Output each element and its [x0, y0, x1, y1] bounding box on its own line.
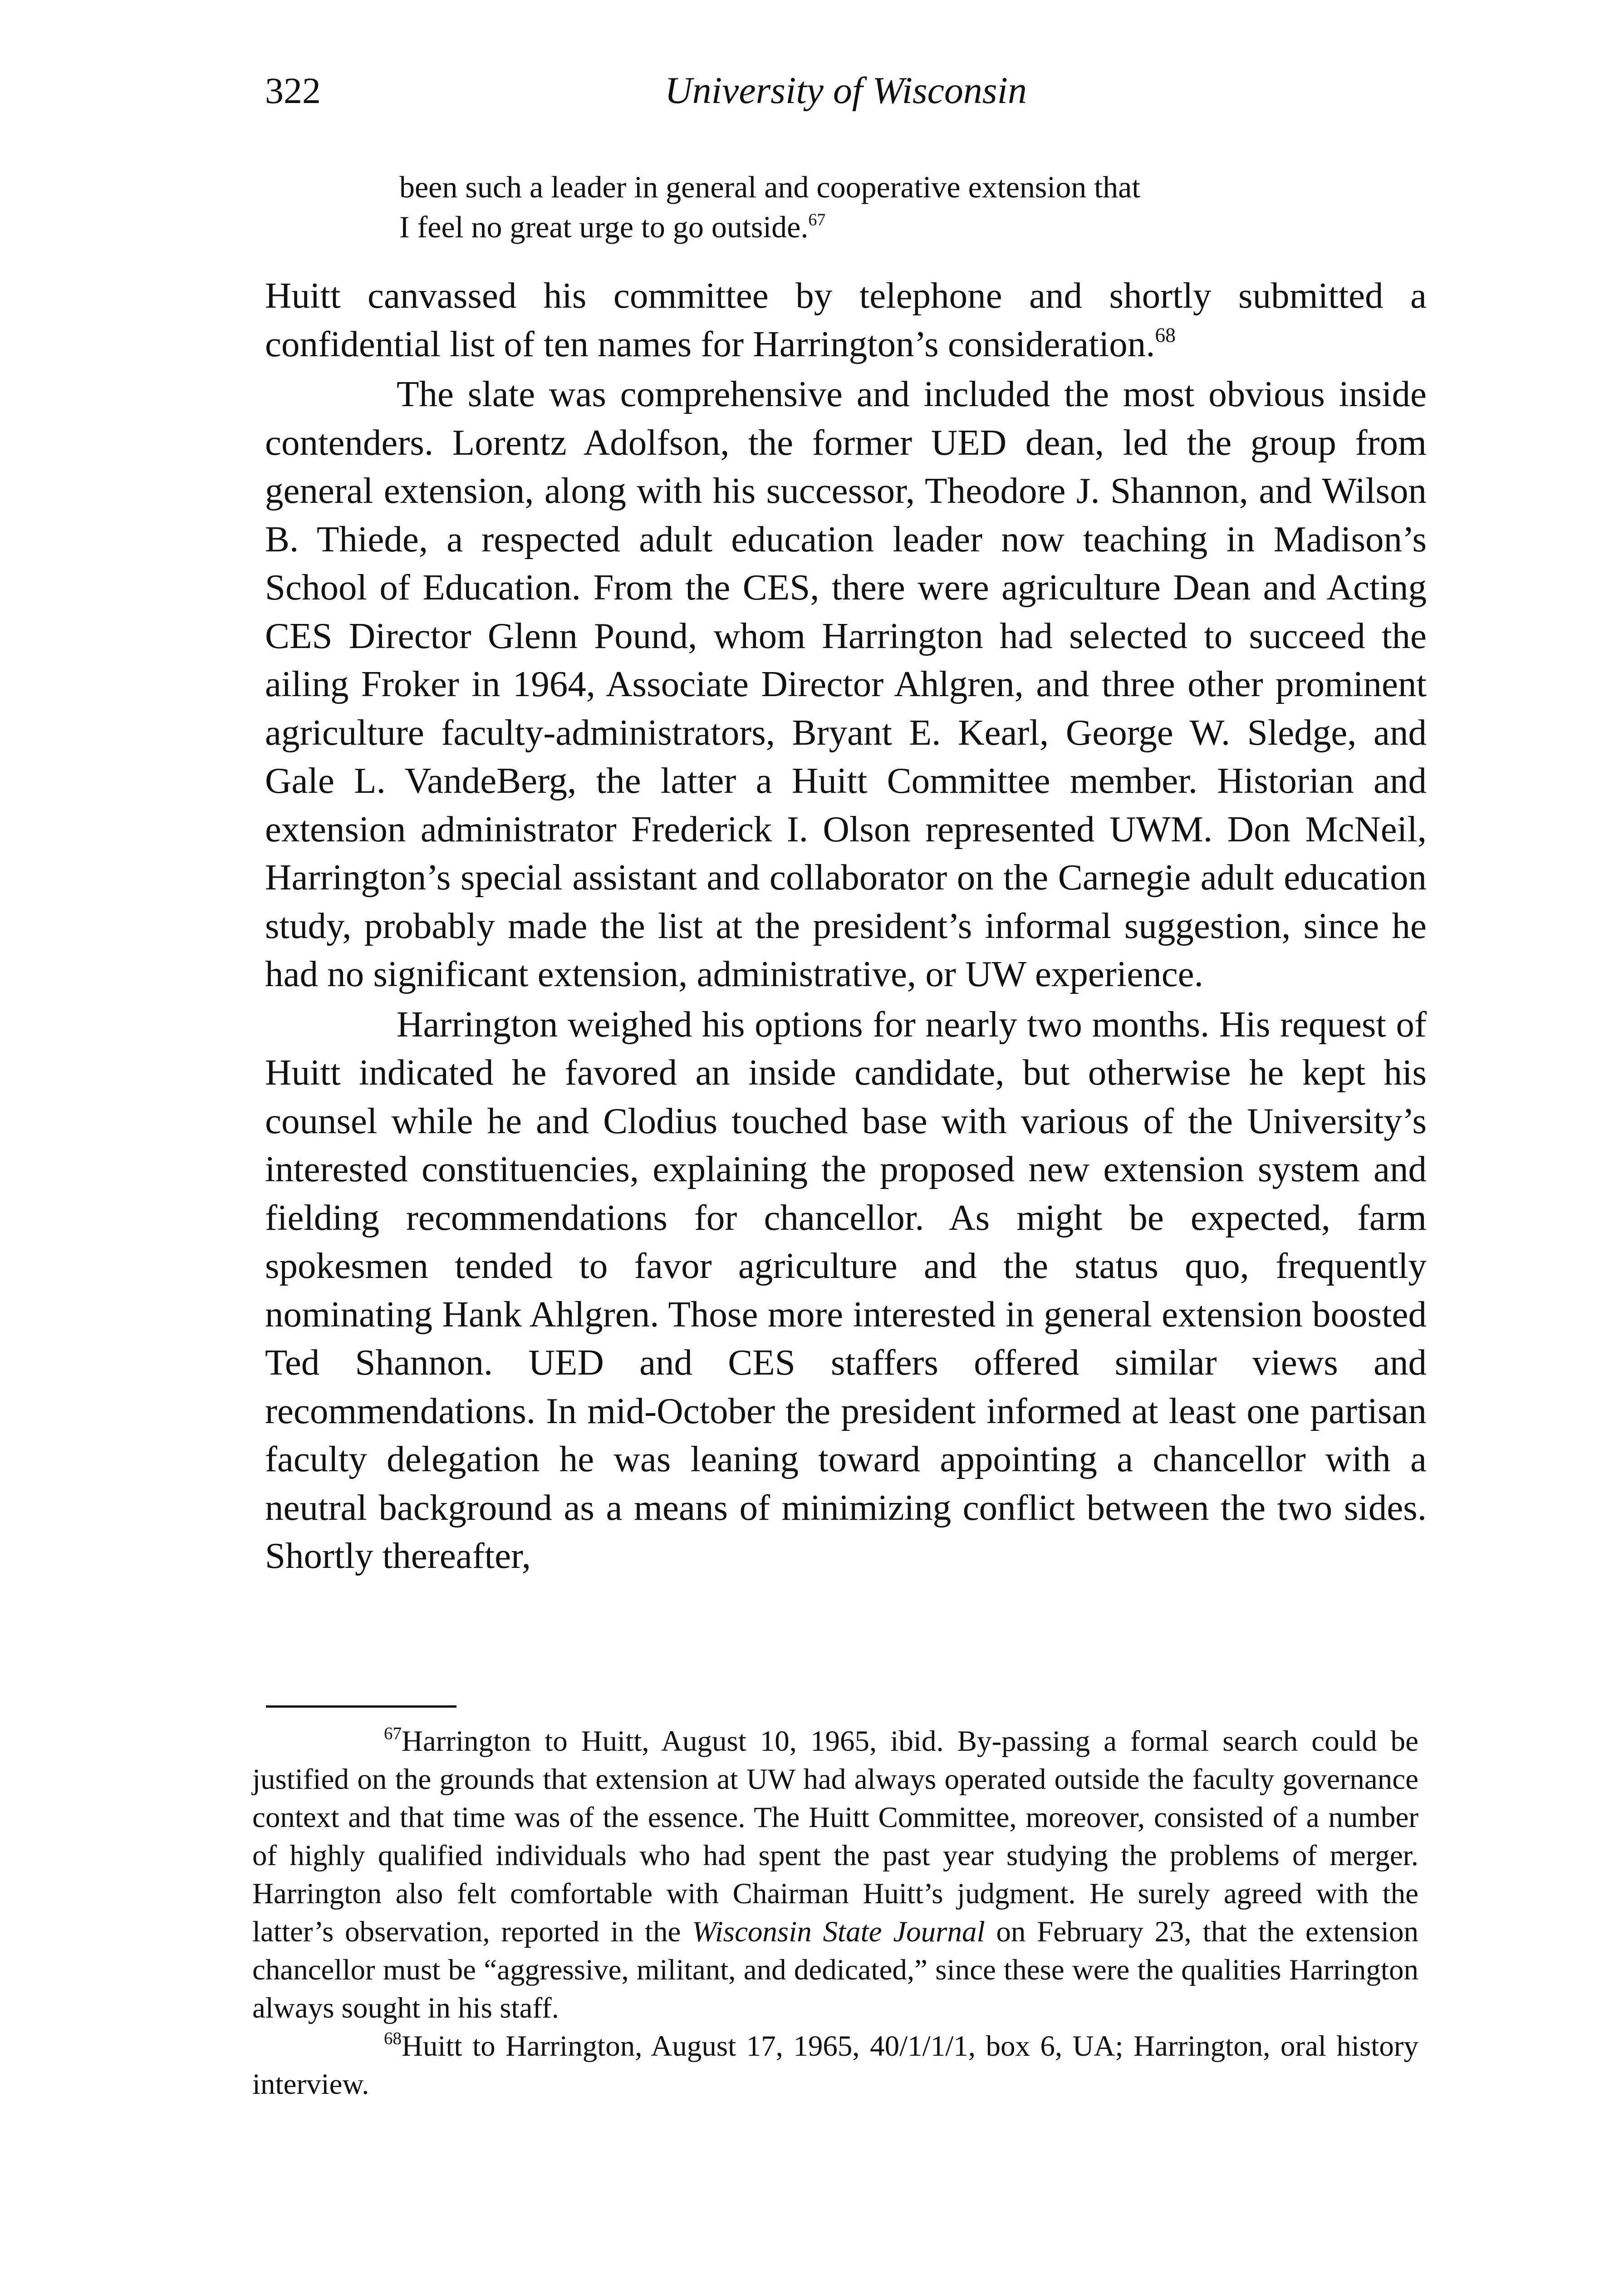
footnote-divider [266, 1705, 456, 1708]
page-number: 322 [265, 70, 321, 111]
footnote-67 [252, 1722, 1418, 2027]
footnote-text: Huitt to Harrington, August 17, 1965, 40/1/1/1, box 6, UA; Harrington, oral history interview. [252, 2030, 1418, 2101]
paragraph: The slate was comprehensive and included the most obvious inside contenders. Lorentz Adolfson, the former UED dean, led the group from general extension, along with his successor, Theodore J. Shannon, and Wilson B. Thiede, a respected adult education leader now teaching in Madison’s School of Education. From the CES, there were agriculture Dean and Acting CES Director Glenn Pound, whom Harrington had selected to succeed the ailing Froker in 1964, Associate Director Ahlgren, and three other prominent agriculture faculty-administrators, Bryant E. Kearl, George W. Sledge, and Gale L. VandeBerg, the latter a Huitt Committee member. Historian and extension administrator Frederick I. Olson represented UWM. Don McNeil, Harrington’s special assistant and collaborator on the Carnegie adult education study, probably made the list at the president’s informal suggestion, since he had no significant extension, administrative, or UW experience. [265, 373, 1427, 994]
paragraph-text: Huitt canvassed his committee by telephone and shortly submitted a confidential list of ten names for Harrington’s consideration. [265, 275, 1427, 364]
paragraph: Harrington weighed his options for nearly two months. His request of Huitt indicated he favored an inside candidate, but otherwise he kept his counsel while he and Clodius touched base with various of the University’s interested constituencies, explaining the proposed new extension system and fielding recommendations for chancellor. As might be expected, farm spokesmen tended to favor agriculture and the status quo, frequently nominating Hank Ahlgren. Those more interested in general extension boosted Ted Shannon. UED and CES staffers offered similar views and recommendations. In mid-October the president informed at least one partisan faculty delegation he was leaning toward appointing a chancellor with a neutral background as a means of minimizing conflict between the two sides. Shortly thereafter, [265, 1003, 1427, 1576]
paragraph [265, 271, 1427, 368]
footnote-number: 68 [384, 2028, 402, 2048]
footnote-text: Harrington to Huitt, August 10, 1965, ibid. By-passing a formal search could be justified on the grounds that extension at UW had always operated outside the faculty governance context and that time was of the essence. The Huitt Committee, moreover, consisted of a number of highly qualified individuals who had spent the past year studying the problems of merger. Harrington also felt comfortable with Chairman Huitt’s judgment. He surely agreed with the latter’s observation, reported in the [252, 1725, 1418, 1948]
running-title: University of Wisconsin [665, 69, 1027, 112]
publication-title: Wisconsin State [692, 1915, 882, 1948]
footnote-number: 67 [384, 1724, 402, 1743]
footnote-ref-68[interactable]: 68 [1155, 323, 1176, 346]
page-header [265, 68, 1427, 118]
footnote-68 [252, 2027, 1418, 2103]
block-quote-line: I feel no great urge to go outside. [399, 210, 809, 244]
footnote-ref-67[interactable]: 67 [808, 210, 826, 230]
block-quote-line: been such a leader in general and cooperative extension that [399, 170, 1141, 204]
block-quote [399, 167, 1348, 247]
publication-title: Journal [893, 1915, 985, 1948]
footnote-text: on February 23, that the extension chancellor must be “aggressive, militant, and dedicated,” since these were the qualities Harrington always sought in his staff. [252, 1915, 1419, 2024]
body-text [265, 271, 1427, 1580]
footnotes [252, 1722, 1418, 2103]
